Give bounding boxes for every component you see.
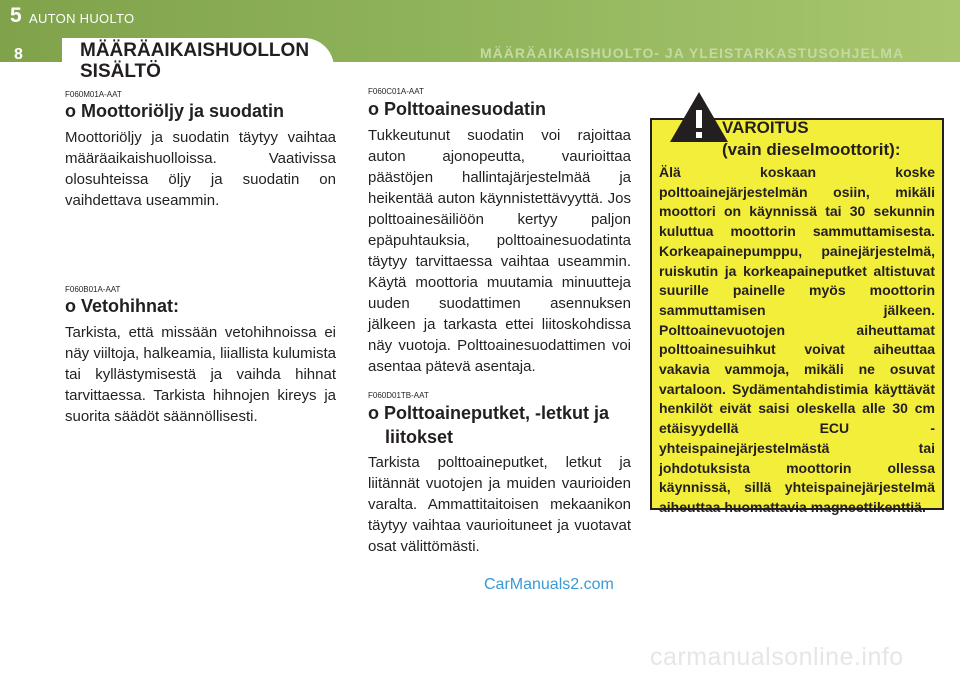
fuel-lines-section-code: F060D01TB-AAT: [368, 391, 429, 400]
fuel-filter-section-body: Tukkeutunut suodatin voi rajoittaa auton ajonopeutta, vaurioittaa päästöjen hallintajärjestelmää ja heikentää auton käynnistettävyyttä. Jos polttoainesäiliöön kertyy paljon epäpuhtauksia, polttoainesuodatinta täytyy tarvittaessa vaihtaa useammin. Käytä moottoria muutamia minuutteja uuden suodattimen asennuksen jälkeen ja tarkasta ettei liitoskohdissa näy vuotoja. Polttoainesuodattimen voi asentaa pätevä asentaja.: [368, 127, 631, 375]
oil-section-body: Moottoriöljy ja suodatin täytyy vaihtaa määräaikaishuolloissa. Vaativissa olosuhteissa öljy ja suodatin on vaihdettava useammin.: [65, 129, 336, 209]
chapter-title: AUTON HUOLTO: [29, 11, 135, 26]
belt-section-code: F060B01A-AAT: [65, 285, 121, 294]
warning-body: Älä koskaan koske polttoainejärjestelmän osiin, mikäli moottori on käynnissä tai 30 sekunnin kuluttua moottorin sammuttamisesta. Korkeapainepumppu, painejärjestelmä, ruiskutin ja korkeapaineputket altistuvat suurille painelle myös moottorin sammuttamisen jälkeen. Polttoainevuotojen aiheuttamat polttoainesuihkut voivat aiheuttaa vakavia vammoja, mikäli ne osuvat vartaloon. Sydämentahdistimia käyttävät henkilöt eivät saisi oleskella alle 30 cm etäisyydellä ECU -yhteispainejärjestelmästä tai johdotuksista moottorin ollessa käynnissä, sillä yhteispainejärjestelmä aiheuttaa huomattavia magneettikenttiä.: [659, 164, 935, 515]
footer-watermark: carmanualsonline.info: [650, 643, 904, 671]
fuel-lines-section-body: Tarkista polttoaineputket, letkut ja liitännät vuotojen ja muiden vaurioiden varalta. Ammattitaitoisen mekaanikon täytyy vaihtaa vaurioituneet ja vuotavat osat välittömästi.: [368, 454, 631, 555]
faint-header-title: MÄÄRÄAIKAISHUOLTO- JA YLEISTARKASTUSOHJELMA: [480, 45, 905, 61]
fuel-filter-section-heading: o Polttoainesuodatin: [368, 99, 546, 119]
belt-section-heading: o Vetohihnat:: [65, 296, 179, 316]
warning-subtitle: (vain dieselmoottorit):: [722, 140, 901, 159]
section-title: [80, 40, 309, 82]
fuel-lines-heading-line1: o Polttoaineputket, -letkut ja: [368, 403, 610, 423]
watermark-link[interactable]: CarManuals2.com: [484, 576, 614, 593]
chapter-number: 5: [10, 4, 22, 27]
section-title-line2: SISÄLTÖ: [80, 61, 161, 82]
fuel-lines-heading-line2: liitokset: [385, 427, 454, 447]
fuel-lines-section-heading: [368, 401, 609, 449]
page-number: 8: [14, 46, 23, 63]
oil-section-code: F060M01A-AAT: [65, 90, 122, 99]
warning-title: VAROITUS: [722, 118, 809, 137]
oil-section-heading: o Moottoriöljy ja suodatin: [65, 101, 284, 121]
fuel-filter-section-code: F060C01A-AAT: [368, 87, 424, 96]
section-title-line1: MÄÄRÄAIKAISHUOLLON: [80, 40, 310, 61]
warning-triangle-icon: [668, 90, 730, 144]
belt-section-body: Tarkista, että missään vetohihnoissa ei näy viiltoja, halkeamia, liiallista kulumista tai kyllästymisestä ja vaihda hihnat tarvittaessa. Tarkista hihnojen kireys ja suorita säädöt säännöllisesti.: [65, 324, 336, 425]
